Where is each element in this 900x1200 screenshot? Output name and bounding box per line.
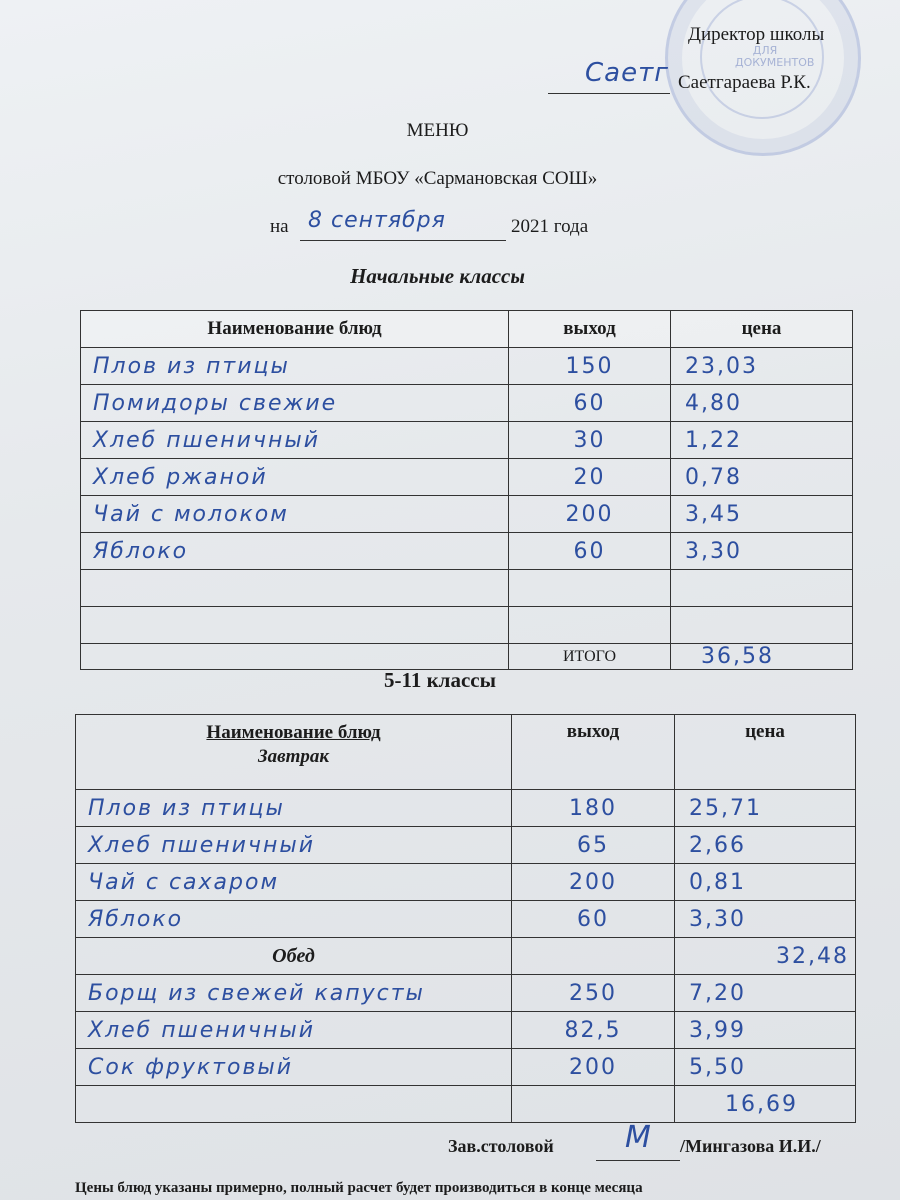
- stamp-text: ДЛЯ ДОКУМЕНТОВ: [735, 44, 815, 69]
- empty-row: [81, 570, 853, 607]
- dish-yield: 82,5: [512, 1012, 675, 1049]
- dish-name: Помидоры свежие: [81, 385, 509, 422]
- dish-price: 4,80: [671, 385, 853, 422]
- total-label: ИТОГО: [509, 644, 671, 670]
- dish-price: 3,30: [671, 533, 853, 570]
- date-line: [300, 240, 506, 241]
- dish-price: 3,45: [671, 496, 853, 533]
- date-handwritten: 8 сентября: [308, 208, 446, 233]
- total-row: [81, 644, 853, 670]
- dish-name: Хлеб пшеничный: [81, 422, 509, 459]
- lunch-header-row: [76, 938, 856, 975]
- dish-name: Борщ из свежей капусты: [76, 975, 512, 1012]
- dish-name: Плов из птицы: [76, 790, 512, 827]
- chef-signature-line: [596, 1160, 680, 1161]
- dish-name: Чай с молоком: [81, 496, 509, 533]
- dish-price: 0,78: [671, 459, 853, 496]
- table-row: [76, 1049, 856, 1086]
- dish-yield: 60: [509, 533, 671, 570]
- dish-name: Хлеб пшеничный: [76, 827, 512, 864]
- dish-yield: 200: [512, 1049, 675, 1086]
- lunch-total-row: [76, 1086, 856, 1123]
- lunch-label: Обед: [76, 938, 512, 975]
- senior-menu-table: [75, 714, 856, 1123]
- senior-header-row: [76, 715, 856, 790]
- table-row: [81, 422, 853, 459]
- dish-name: Чай с сахаром: [76, 864, 512, 901]
- table-row: [76, 975, 856, 1012]
- dish-price: 5,50: [675, 1049, 856, 1086]
- table-row: [81, 348, 853, 385]
- table-row: [81, 533, 853, 570]
- dish-yield: 30: [509, 422, 671, 459]
- col-header-yield: выход: [512, 715, 675, 790]
- col-header-price: цена: [675, 715, 856, 790]
- dish-yield: 180: [512, 790, 675, 827]
- table-row: [76, 827, 856, 864]
- col-header-yield: выход: [509, 311, 671, 348]
- dish-yield: 60: [509, 385, 671, 422]
- dish-name: Хлеб пшеничный: [76, 1012, 512, 1049]
- dish-price: 3,30: [675, 901, 856, 938]
- dish-name: Яблоко: [81, 533, 509, 570]
- breakfast-label: Завтрак: [257, 746, 330, 767]
- dish-name: Плов из птицы: [81, 348, 509, 385]
- dish-yield: 65: [512, 827, 675, 864]
- table-row: [76, 864, 856, 901]
- primary-section-title: Начальные классы: [350, 264, 525, 288]
- col-header-name: Наименование блюд: [81, 311, 509, 348]
- table-row: [81, 496, 853, 533]
- dish-name: Хлеб ржаной: [81, 459, 509, 496]
- table-row: [76, 790, 856, 827]
- dish-name: Сок фруктовый: [76, 1049, 512, 1086]
- dish-name: Яблоко: [76, 901, 512, 938]
- date-suffix: 2021 года: [511, 216, 589, 237]
- doc-title: МЕНЮ: [406, 120, 469, 141]
- dish-yield: 150: [509, 348, 671, 385]
- chef-title: Зав.столовой: [448, 1136, 554, 1156]
- col-header-price: цена: [671, 311, 853, 348]
- col-header-name: Наименование блюд: [206, 722, 381, 743]
- total-value: 36,58: [671, 644, 853, 670]
- dish-price: 2,66: [675, 827, 856, 864]
- date-prefix: на: [270, 216, 289, 237]
- dish-yield: 200: [512, 864, 675, 901]
- table-row: [76, 901, 856, 938]
- dish-yield: 250: [512, 975, 675, 1012]
- dish-price: 23,03: [671, 348, 853, 385]
- breakfast-total: 32,48: [675, 938, 856, 975]
- director-signature: Саетг: [585, 58, 669, 88]
- dish-price: 1,22: [671, 422, 853, 459]
- dish-price: 25,71: [675, 790, 856, 827]
- dish-price: 3,99: [675, 1012, 856, 1049]
- dish-price: 7,20: [675, 975, 856, 1012]
- table-row: [81, 459, 853, 496]
- table-row: [81, 385, 853, 422]
- empty-row: [81, 607, 853, 644]
- director-signature-line: [548, 93, 670, 94]
- dish-yield: 200: [509, 496, 671, 533]
- primary-menu-table: [80, 310, 853, 670]
- director-name: Саетгараева Р.К.: [678, 72, 811, 93]
- dish-price: 0,81: [675, 864, 856, 901]
- chef-name: /Мингазова И.И./: [680, 1136, 821, 1156]
- table-row: [76, 1012, 856, 1049]
- chef-signature: М: [625, 1120, 652, 1155]
- doc-subtitle: столовой МБОУ «Сармановская СОШ»: [277, 168, 598, 189]
- dish-yield: 20: [509, 459, 671, 496]
- senior-section-title: 5-11 классы: [383, 668, 496, 692]
- lunch-total: 16,69: [675, 1086, 856, 1123]
- dish-yield: 60: [512, 901, 675, 938]
- director-title: Директор школы: [688, 24, 825, 45]
- footnote: Цены блюд указаны примерно, полный расчет будет производиться в конце месяца: [75, 1180, 643, 1196]
